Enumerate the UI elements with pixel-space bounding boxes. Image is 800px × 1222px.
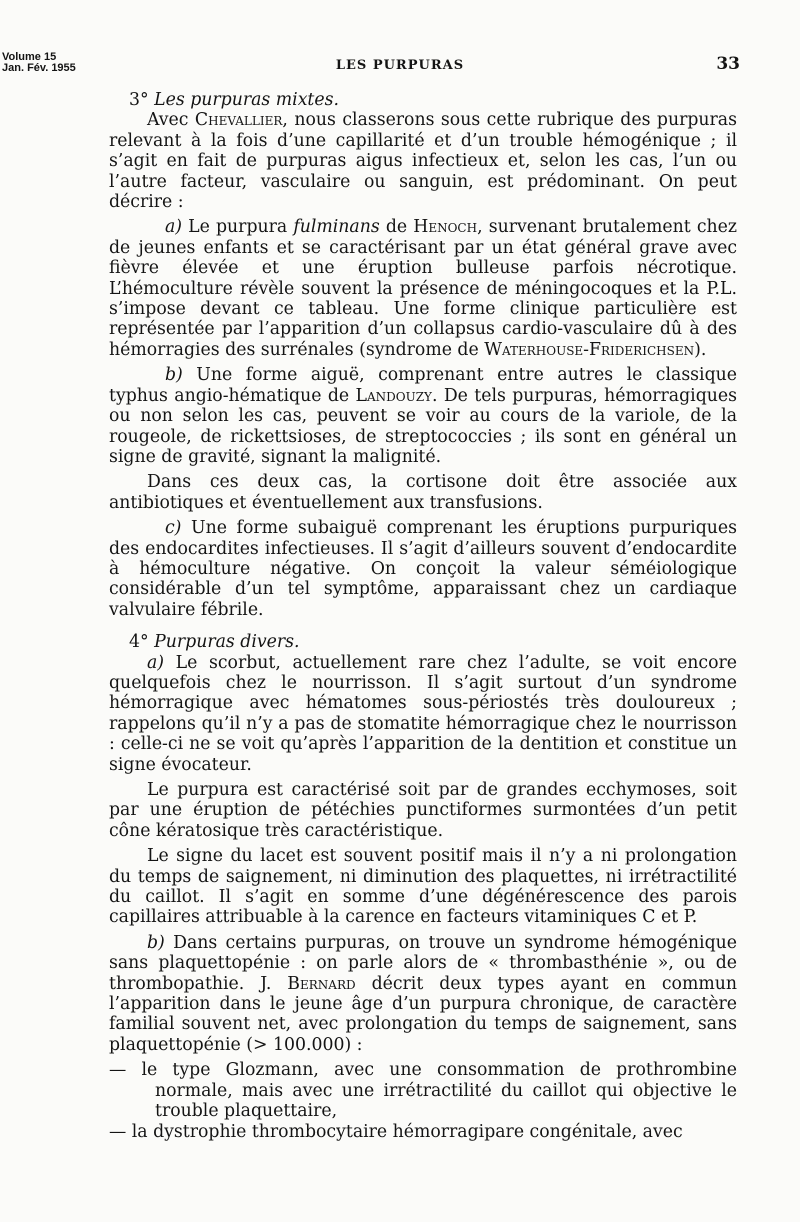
author-name: Bernard bbox=[287, 973, 356, 994]
section-3-heading bbox=[109, 90, 737, 110]
section-title: Purpuras divers. bbox=[154, 632, 300, 653]
paragraph-b-thrombasthenia bbox=[109, 933, 737, 1055]
paragraph-lacet-sign: Le signe du lacet est souvent positif mais il n’y a ni prolongation du temps de saignement, ni diminution des plaquettes, ni irrétractilité du caillot. Il s’agit en somme d’une dégénérescence des parois capillaires attribuable à la carence en facteurs vitaminiques C et P. bbox=[109, 846, 737, 928]
text-span: Une forme aiguë, comprenant entre autres le classique typhus angio-hématique de bbox=[109, 365, 737, 406]
section-number: 3° bbox=[129, 90, 149, 110]
dash-marker: — bbox=[109, 1121, 127, 1142]
item-label: c) bbox=[165, 518, 182, 539]
item-label: a) bbox=[165, 217, 183, 238]
dash-marker: — bbox=[109, 1060, 127, 1081]
section-number: 4° bbox=[129, 632, 149, 653]
volume-line: Volume 15 bbox=[2, 51, 57, 63]
text-span: le type Glozmann, avec une consommation de prothrombine normale, mais avec une irrétractilité du caillot qui objective le trouble plaquettaire, bbox=[126, 1060, 737, 1122]
paragraph-cortisone: Dans ces deux cas, la cortisone doit être associée aux antibiotiques et éventuellement aux transfusions. bbox=[109, 472, 737, 513]
body-text bbox=[109, 90, 737, 1142]
running-title: LES PURPURAS bbox=[335, 58, 465, 73]
text-span: la dystrophie thrombocytaire hémorragipare congénitale, avec bbox=[126, 1121, 683, 1142]
text-span: ). bbox=[694, 339, 707, 360]
italic-term: fulminans bbox=[293, 217, 380, 238]
paragraph-a-scurvy bbox=[109, 653, 737, 775]
text-span: Le scorbut, actuellement rare chez l’adulte, se voit encore quelquefois chez le nourrisson. Il s’agit surtout d’un syndrome hémorragique avec hématomes sous-périostés très douloureux ; rappelons qu’il n’y a pas de stomatite hémorragique chez le nourrisson : celle-ci ne se voit qu’après l’apparition de la dentition et constitue un signe évocateur. bbox=[109, 652, 737, 775]
text-span: Avec bbox=[147, 110, 195, 131]
paragraph-b-acute bbox=[109, 365, 737, 467]
page-number: 33 bbox=[716, 54, 740, 74]
paragraph-purpura-characterized: Le purpura est caractérisé soit par de grandes ecchymoses, soit par une éruption de pétéchies punctiformes surmontées d’un petit cône kératosique très caractéristique. bbox=[109, 780, 737, 841]
text-span: , nous classerons sous cette rubrique des purpuras relevant à la fois d’une capillarité et d’un trouble hémogénique ; il s’agit en fait de purpuras aigus infectieux et, selon les cas, l’un ou l’autre facteur, vasculaire ou sanguin, est prédominant. On peut décrire : bbox=[109, 110, 737, 213]
author-name: Chevallier bbox=[194, 110, 283, 131]
paragraph-intro bbox=[109, 110, 737, 212]
paragraph-c-subacute bbox=[109, 518, 737, 620]
text-span: . De tels purpuras, hémorragiques ou non selon les cas, peuvent se voir au cours de la variole, de la rougeole, de rickettsioses, de streptococcies ; ils sont en général un signe de gravité, signant la malignité. bbox=[109, 385, 737, 467]
item-label: b) bbox=[165, 365, 183, 386]
author-name: Landouzy bbox=[355, 385, 432, 406]
list-item-dystrophy bbox=[109, 1122, 737, 1142]
text-span: décrit deux types ayant en commun l’apparition dans le jeune âge d’un purpura chronique, de caractère familial souvent net, avec prolongation du temps de saignement, sans plaquettopénie (> 100.000) : bbox=[109, 973, 737, 1055]
author-name: Waterhouse-Friderichsen bbox=[484, 339, 695, 360]
section-4-heading bbox=[109, 632, 737, 652]
text-span: Le purpura bbox=[182, 217, 294, 238]
text-span: de bbox=[379, 217, 414, 238]
issue-date-line: Jan. Fév. 1955 bbox=[2, 62, 76, 74]
text-span: , survenant brutalement chez de jeunes enfants et se caractérisant par un état général grave avec fièvre élevée et une éruption bulleuse parfois nécrotique. L’hémoculture révèle souvent la présence de méningocoques et la P.L. s’impose devant ce tableau. Une forme clinique particulière est représentée par l’apparition d’un collapsus cardio-vasculaire dû à des hémorragies des surrénales (syndrome de bbox=[109, 217, 737, 360]
section-title: Les purpuras mixtes. bbox=[154, 90, 339, 110]
text-span: Une forme subaiguë comprenant les éruptions purpuriques des endocardites infectieuses. Il s’agit d’ailleurs souvent d’endocardite à hémoculture négative. On conçoit la valeur séméiologique considérable d’un tel symptôme, apparaissant chez un cardiaque valvulaire fébrile. bbox=[109, 518, 737, 620]
text-span: Dans certains purpuras, on trouve un syndrome hémogénique sans plaquettopénie : on parle alors de « thrombasthénie », ou de thrombopathie. J. bbox=[109, 932, 737, 994]
paragraph-a-fulminans bbox=[109, 217, 737, 360]
list-item-glozmann bbox=[109, 1060, 737, 1121]
author-name: Henoch bbox=[413, 217, 478, 238]
item-label: a) bbox=[147, 652, 165, 673]
item-label: b) bbox=[147, 932, 165, 953]
